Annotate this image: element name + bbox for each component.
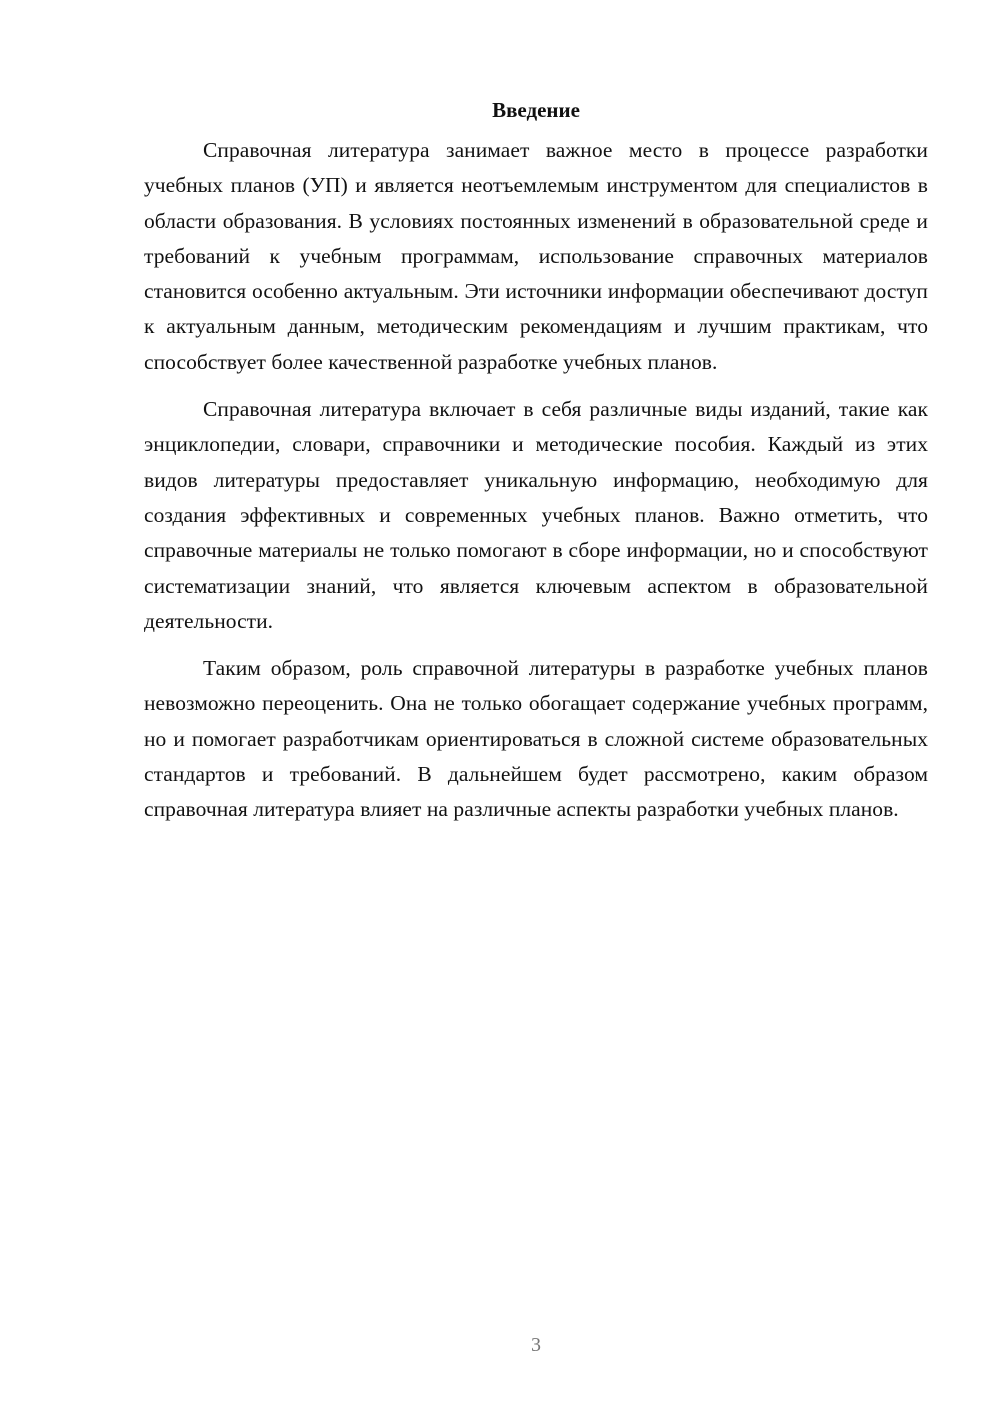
- section-heading: Введение: [492, 98, 580, 122]
- paragraph-2: Справочная литература включает в себя различные виды изданий, такие как энциклопедии, словари, справочники и методические пособия. Каждый из этих видов литературы предоставляет уникальную информацию, необходимую для создания эффективных и современных учебных планов. Важно отметить, что справочные материалы не только помогают в сборе информации, но и способствуют систематизации знаний, что является ключевым аспектом в образовательной деятельности.: [144, 397, 928, 633]
- page-number: 3: [531, 1334, 541, 1356]
- page-content: [144, 95, 928, 840]
- paragraph-1: Справочная литература занимает важное место в процессе разработки учебных планов (УП) и является неотъемлемым инструментом для специалистов в области образования. В условиях постоянных изменений в образовательной среде и требований к учебным программам, использование справочных материалов становится особенно актуальным. Эти источники информации обеспечивают доступ к актуальным данным, методическим рекомендациям и лучшим практикам, что способствует более качественной разработке учебных планов.: [144, 138, 928, 374]
- paragraph-3: Таким образом, роль справочной литературы в разработке учебных планов невозможно переоценить. Она не только обогащает содержание учебных программ, но и помогает разработчикам ориентироваться в сложной системе образовательных стандартов и требований. В дальнейшем будет рассмотрено, каким образом справочная литература влияет на различные аспекты разработки учебных планов.: [144, 656, 928, 822]
